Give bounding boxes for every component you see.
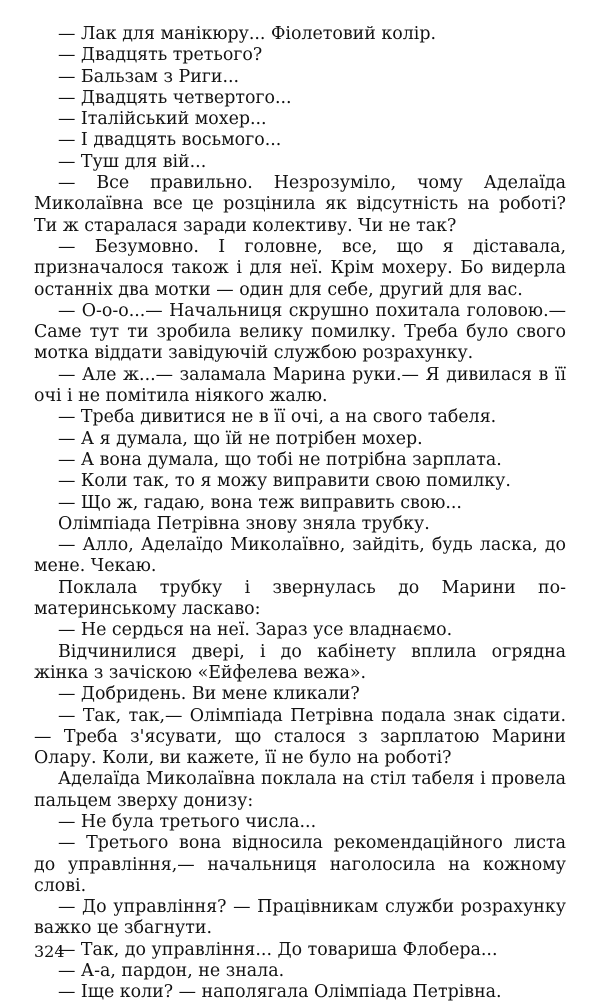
- paragraph: — До управління? — Працівникам служби розрахунку важко це збагнути.: [34, 897, 566, 939]
- paragraph: — А вона думала, що тобі не потрібна зарплата.: [58, 449, 502, 470]
- paragraph: — Що ж, гадаю, вона теж виправить свою...: [58, 492, 462, 513]
- paragraph: — Італійський мохер...: [58, 109, 267, 130]
- paragraph: — Іще коли? — наполягала Олімпіада Петрівна.: [58, 982, 502, 1003]
- paragraph: — Так, до управління... До товариша Флобера...: [58, 939, 498, 960]
- paragraph: — Не сердься на неї. Зараз усе владнаємо.: [58, 620, 453, 641]
- paragraph: — Не була третього числа...: [58, 811, 317, 832]
- paragraph: — Двадцять третього?: [58, 45, 263, 66]
- paragraph: — Бальзам з Риги...: [58, 66, 240, 87]
- paragraph: Відчинилися двері, і до кабінету вплила огрядна жінка з зачіскою «Ейфелева вежа».: [34, 641, 566, 683]
- paragraph: — Все правильно. Незрозуміло, чому Аделаїда Миколаївна все це розцінила як відсутність на роботі? Ти ж старалася заради колективу. Чи не так?: [34, 173, 566, 236]
- paragraph: — Лак для манікюру... Фіолетовий колір.: [58, 24, 436, 44]
- paragraph: — Третього вона відносила рекомендаційного листа до управління,— начальниця наголосила на кожному слові.: [34, 833, 566, 896]
- paragraph: — Безумовно. І головне, все, що я діставала, призначалося також і для неї. Крім мохеру. Бо видерла останніх два мотки — один для себе, другий для вас.: [34, 236, 566, 300]
- paragraph: — Треба дивитися не в її очі, а на свого табеля.: [58, 407, 497, 428]
- page-text: [34, 24, 566, 1004]
- paragraph: — Добридень. Ви мене кликали?: [58, 684, 360, 705]
- paragraph: — А-а, пардон, не знала.: [58, 961, 285, 982]
- paragraph: Олімпіада Петрівна знову зняла трубку.: [58, 513, 430, 534]
- paragraph: — Туш для вій...: [58, 151, 207, 172]
- paragraph: — І двадцять восьмого...: [58, 130, 282, 151]
- paragraph: — А я думала, що їй не потрібен мохер.: [58, 428, 423, 449]
- paragraph: Аделаїда Миколаївна поклала на стіл табеля і провела пальцем зверху донизу:: [34, 769, 566, 811]
- paragraph: — Так, так,— Олімпіада Петрівна подала знак сідати.— Треба з'ясувати, що сталося з зарплатою Марини Олару. Коли, ви кажете, її не було на роботі?: [34, 705, 566, 769]
- page-number: 324: [34, 942, 65, 961]
- paragraph: — Двадцять четвертого...: [58, 87, 292, 108]
- paragraph: — Коли так, то я можу виправити свою помилку.: [58, 471, 511, 492]
- paragraph: — О-о-о...— Начальниця скрушно похитала головою.— Саме тут ти зробила велику помилку. Треба було свого мотка віддати завідуючій службою розрахунку.: [34, 300, 566, 364]
- paragraph: Поклала трубку і звернулась до Марини по-материнському ласкаво:: [34, 577, 566, 620]
- paragraph: — Але ж...— заламала Марина руки.— Я дивилася в її очі і не помітила ніякого жалю.: [34, 364, 566, 407]
- paragraph: — Алло, Аделаїдо Миколаївно, зайдіть, будь ласка, до мене. Чекаю.: [34, 535, 566, 577]
